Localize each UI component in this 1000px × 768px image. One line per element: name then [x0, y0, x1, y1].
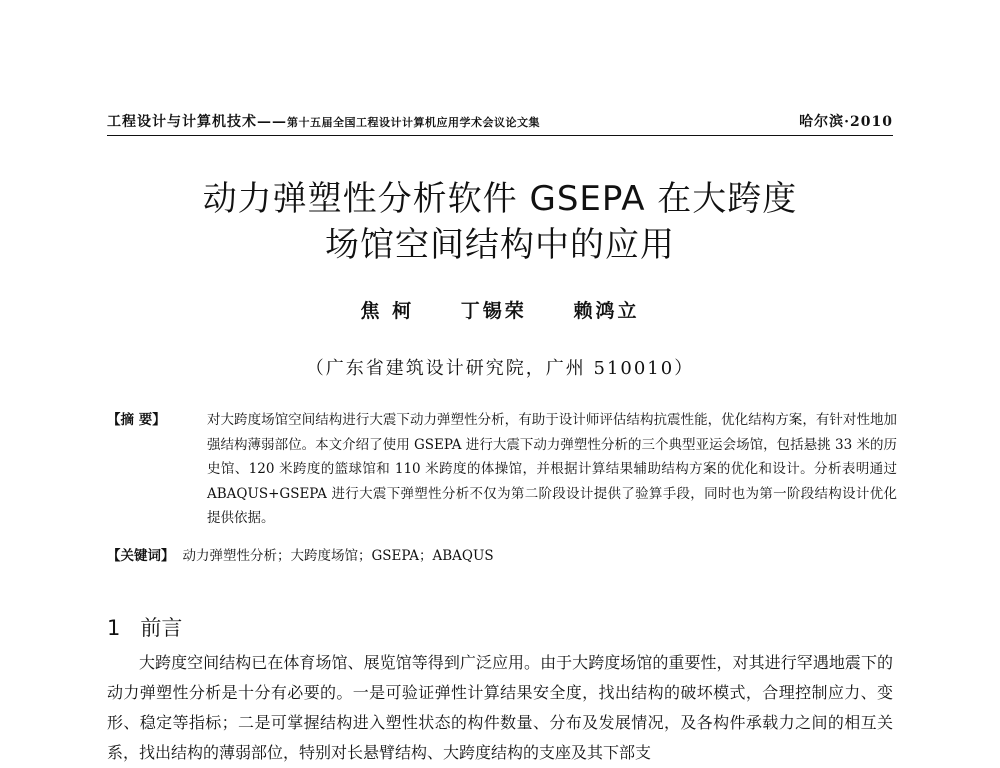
proceedings-name: 第十五届全国工程设计计算机应用学术会议论文集 [287, 116, 540, 129]
author-list [0, 296, 1000, 323]
section-title: 前言 [140, 616, 183, 640]
keywords-text: 动力弹塑性分析；大跨度场馆；GSEPA；ABAQUS [182, 548, 494, 564]
keywords [107, 544, 897, 568]
title-line-1: 动力弹塑性分析软件 GSEPA 在大跨度 [202, 179, 798, 219]
location-year: 哈尔滨·2010 [799, 114, 893, 130]
author-1: 焦 柯 [360, 300, 415, 322]
section-heading [107, 612, 182, 642]
abstract [107, 408, 897, 531]
abstract-label: 【摘 要】 [107, 412, 166, 428]
affiliation: （广东省建筑设计研究院，广州 510010） [305, 358, 695, 379]
author-2: 丁锡荣 [460, 300, 527, 322]
paper-title [0, 176, 1000, 268]
section-number: 1 [107, 616, 121, 640]
running-header [107, 111, 893, 133]
abstract-text: 对大跨度场馆空间结构进行大震下动力弹塑性分析，有助于设计师评估结构抗震性能，优化结构方案，有针对性地加强结构薄弱部位。本文介绍了使用 GSEPA 进行大震下动力弹塑性分析的三个典型亚运会场馆，包括悬挑 33 米的历史馆、120 米跨度的篮球馆和 110 米跨度的体操馆，并根据计算结果辅助结构方案的优化和设计。分析表明通过 ABAQUS+GSEPA 进行大震下弹塑性分析不仅为第二阶段设计提供了验算手段，同时也为第一阶段结构设计优化提供依据。 [207, 412, 897, 526]
keywords-label: 【关键词】 [107, 548, 175, 564]
running-header-left [107, 111, 540, 131]
body-paragraph: 大跨度空间结构已在体育场馆、展览馆等得到广泛应用。由于大跨度场馆的重要性，对其进行罕遇地震下的动力弹塑性分析是十分有必要的。一是可验证弹性计算结果安全度，找出结构的破坏模式，合理控制应力、变形、稳定等指标；二是可掌握结构进入塑性状态的构件数量、分布及发展情况，及各构件承载力之间的相互关系，找出结构的薄弱部位，特别对长悬臂结构、大跨度结构的支座及其下部支 [107, 653, 893, 762]
title-line-2: 场馆空间结构中的应用 [325, 225, 675, 265]
journal-name: 工程设计与计算机技术—— [107, 114, 287, 130]
author-3: 赖鸿立 [573, 300, 640, 322]
header-rule [107, 135, 893, 136]
